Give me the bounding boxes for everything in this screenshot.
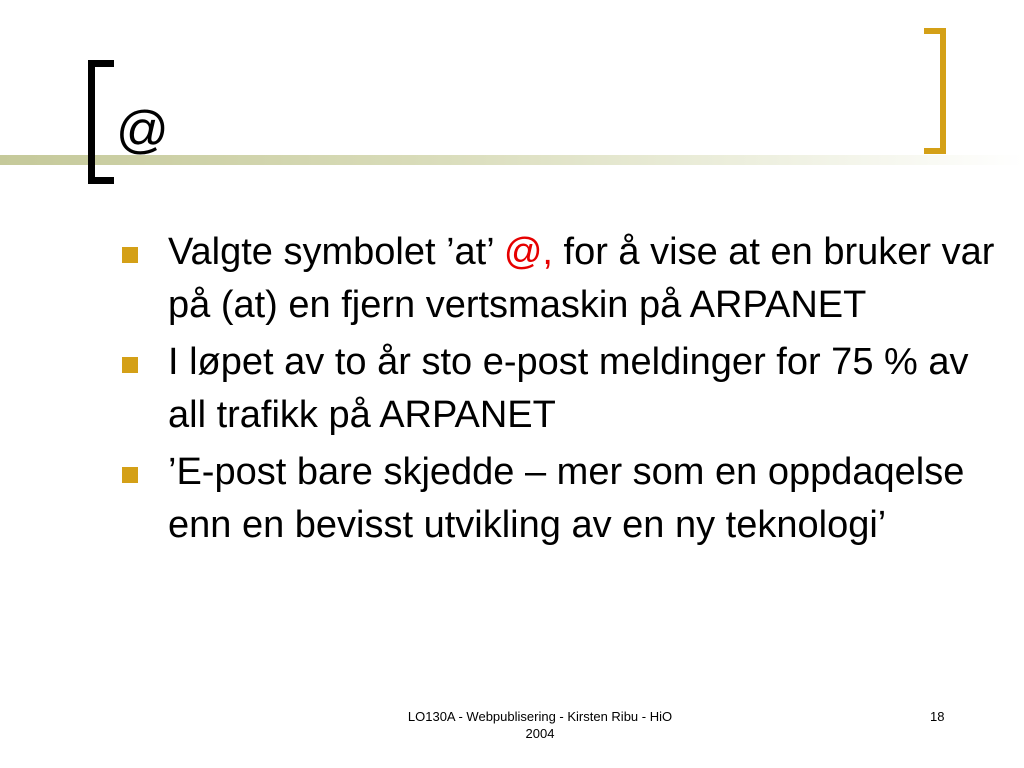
bullet-item-2 (118, 336, 998, 442)
bullet-1-text-before: Valgte symbolet ’at’ (168, 231, 504, 273)
square-bullet-icon (122, 247, 138, 263)
right-bracket-decoration (924, 28, 946, 154)
at-symbol-highlight: @, (503, 231, 553, 273)
slide-footer (380, 708, 700, 742)
slide-title: @ (116, 101, 169, 159)
page-number: 18 (930, 709, 945, 724)
bullet-list (118, 226, 998, 556)
footer-line-2: 2004 (525, 726, 555, 741)
footer-line-1: LO130A - Webpublisering - Kirsten Ribu - HiO (407, 709, 673, 724)
bullet-2-text: I løpet av to år sto e-post meldinger for 75 % av all trafikk på ARPANET (168, 341, 969, 436)
left-bracket-decoration (88, 60, 114, 184)
bullet-item-1 (118, 226, 998, 332)
bullet-1-text-after: for å vise at en bruker var på (at) en fjern vertsmaskin på ARPANET (168, 231, 995, 326)
square-bullet-icon (122, 357, 138, 373)
bullet-3-text: ’E-post bare skjedde – mer som en oppdaqelse enn en bevisst utvikling av en ny teknologi’ (168, 451, 965, 546)
square-bullet-icon (122, 467, 138, 483)
bullet-item-3 (118, 446, 998, 552)
